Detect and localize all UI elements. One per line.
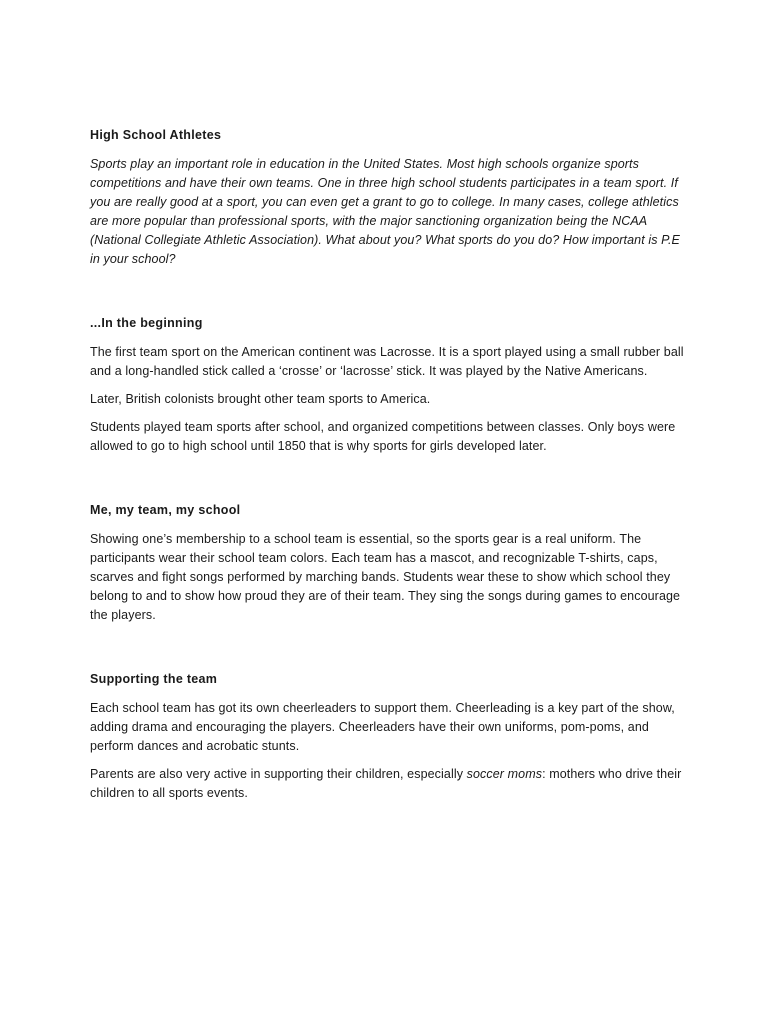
section-heading: Supporting the team: [90, 672, 218, 686]
section-me-my-team: [90, 501, 690, 625]
section-heading: High School Athletes: [90, 128, 222, 142]
section-high-school-athletes: [90, 126, 690, 269]
document-page: [90, 126, 690, 812]
paragraph-text: Parents are also very active in supporting their children, especially: [90, 767, 467, 781]
section-in-the-beginning: [90, 314, 690, 456]
paragraph: Showing one’s membership to a school team is essential, so the sports gear is a real uniform. The participants wear their school team colors. Each team has a mascot, and recognizable T-shirts, caps, scarves and fight songs performed by marching bands. Students wear these to show which school they belong to and to show how proud they are of their team. They sing the songs during games to encourage the players.: [90, 532, 681, 622]
paragraph: The first team sport on the American continent was Lacrosse. It is a sport played using a small rubber ball and a long-handled stick called a ‘crosse’ or ‘lacrosse’ stick. It was played by the Native Americans.: [90, 345, 684, 378]
paragraph-text: : mothers who drive their children to all sports events.: [90, 767, 682, 800]
paragraph: Students played team sports after school, and organized competitions between classes. Only boys were allowed to go to high school until 1850 that is why sports for girls developed later.: [90, 420, 676, 453]
intro-paragraph: Sports play an important role in education in the United States. Most high schools organize sports competitions and have their own teams. One in three high school students participates in a team sport. If you are really good at a sport, you can even get a grant to go to college. In many cases, college athletics are more popular than professional sports, with the major sanctioning organization being the NCAA (National Collegiate Athletic Association). What about you? What sports do you do? How important is P.E in your school?: [90, 157, 680, 266]
paragraph: Each school team has got its own cheerleaders to support them. Cheerleading is a key part of the show, adding drama and encouraging the players. Cheerleaders have their own uniforms, pom-poms, and perform dances and acrobatic stunts.: [90, 701, 675, 753]
section-heading: ...In the beginning: [90, 316, 203, 330]
paragraph-soccer-moms: [90, 765, 690, 803]
section-heading: Me, my team, my school: [90, 503, 241, 517]
section-supporting-the-team: [90, 670, 690, 803]
paragraph: Later, British colonists brought other team sports to America.: [90, 392, 431, 406]
emphasis-text: soccer moms: [466, 767, 543, 781]
